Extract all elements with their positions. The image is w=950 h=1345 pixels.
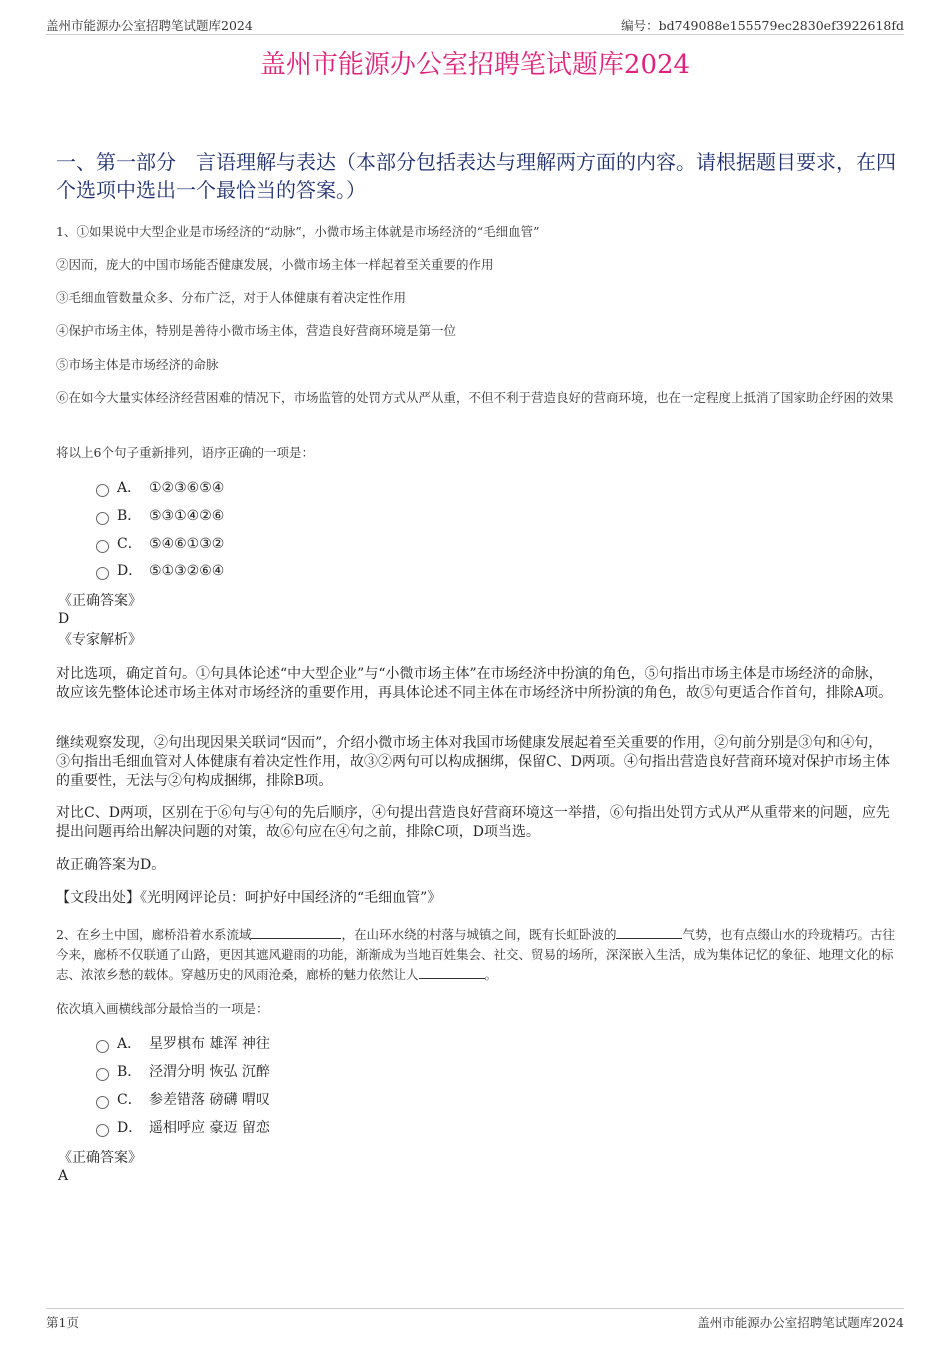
radio-icon[interactable] [96,1096,109,1109]
page-header [46,14,904,35]
q2-text: 2、在乡土中国，廊桥沿着水系流域 ，在山环水绕的村落与城镇之间，既有长虹卧波的 气势，也有点缀山水的玲珑精巧。古往今来，廊桥不仅联通了山路，更因其遮风避雨的功能，渐渐成为当地百姓集会、社交、贸易的场所，深深嵌入生活，成为集体记忆的象征、地理文化的标志、浓浓乡愁的载体。穿越历史的风雨沧桑，廊桥的魅力依然让人 。 [56,927,895,982]
section-heading: 一、第一部分 言语理解与表达（本部分包括表达与理解两方面的内容。请根据题目要求，在四个选项中选出一个最恰当的答案。） [56,150,896,202]
q2-answer-label: 《正确答案》 [58,1150,142,1166]
q1-source: 【文段出处】《光明网评论员：呵护好中国经济的“毛细血管”》 [56,890,442,906]
fill-blank-3[interactable] [419,965,485,979]
q1-answer: D [58,611,70,627]
q1-line-3: ③毛细血管数量众多、分布广泛，对于人体健康有着决定性作用 [56,290,407,305]
fill-blank-1[interactable] [251,925,341,939]
q1-analysis-p2: 继续观察发现，②句出现因果关联词“因而”，介绍小微市场主体对我国市场健康发展起着至关重要的作用，②句前分别是③句和④句，③句指出毛细血管对人体健康有着决定性作用，故③②两句可以构成捆绑，保留C、D两项。④句指出营造良好营商环境对保护市场主体的重要性，无法与②句构成捆绑，排除B项。 [56,735,890,789]
q1-analysis-label: 《专家解析》 [58,632,142,648]
q1-line-1: 1、①如果说中大型企业是市场经济的“动脉”，小微市场主体就是市场经济的“毛细血管” [56,224,540,239]
q1-analysis-p1: 对比选项，确定首句。①句具体论述“中大型企业”与“小微市场主体”在市场经济中扮演的角色，⑤句指出市场主体是市场经济的命脉，故应该先整体论述市场主体对市场经济的重要作用，再具体论述不同主体在市场经济中所扮演的角色，故⑤句更适合作首句，排除A项。 [56,666,893,701]
q2-prompt: 依次填入画横线部分最恰当的一项是： [56,1001,269,1016]
radio-icon[interactable] [96,484,109,497]
page-title: 盖州市能源办公室招聘笔试题库2024 [259,50,691,80]
header-title: 盖州市能源办公室招聘笔试题库2024 [46,18,253,33]
q2-option-d[interactable]: D． 遥相呼应 豪迈 留恋 [96,1118,270,1138]
page-footer [46,1308,904,1330]
q1-prompt: 将以上6个句子重新排列，语序正确的一项是： [56,445,314,460]
footer-title: 盖州市能源办公室招聘笔试题库2024 [697,1315,904,1330]
q2-answer: A [58,1168,69,1184]
radio-icon[interactable] [96,567,109,580]
radio-icon[interactable] [96,540,109,553]
q1-option-b[interactable]: B． ⑤③①④②⑥ [96,506,224,526]
q2-option-c[interactable]: C． 参差错落 磅礴 喟叹 [96,1090,270,1110]
fill-blank-2[interactable] [616,925,682,939]
q2-option-b[interactable]: B． 泾渭分明 恢弘 沉醉 [96,1062,270,1082]
q1-analysis-p3: 对比C、D两项，区别在于⑥句与④句的先后顺序，④句提出营造良好营商环境这一举措，⑥句指出处罚方式从严从重带来的问题，应先提出问题再给出解决问题的对策，故⑥句应在④句之前，排除C项，D项当选。 [56,805,890,840]
radio-icon[interactable] [96,1124,109,1137]
q1-analysis-p4: 故正确答案为D。 [56,857,166,873]
q1-option-a[interactable]: A． ①②③⑥⑤④ [96,478,224,498]
q1-line-4: ④保护市场主体，特别是善待小微市场主体，营造良好营商环境是第一位 [56,323,457,338]
header-doc-id: 编号：bd749088e155579ec2830ef3922618fd [621,18,904,33]
q1-line-6: ⑥在如今大量实体经济经营困难的情况下，市场监管的处罚方式从严从重，不但不利于营造良好的营商环境，也在一定程度上抵消了国家助企纾困的效果 [56,390,894,405]
q1-answer-label: 《正确答案》 [58,593,142,609]
q1-option-d[interactable]: D． ⑤①③②⑥④ [96,561,224,581]
q1-line-5: ⑤市场主体是市场经济的命脉 [56,357,219,372]
radio-icon[interactable] [96,512,109,525]
q1-option-c[interactable]: C． ⑤④⑥①③② [96,534,224,554]
page-number: 第1页 [46,1315,79,1330]
radio-icon[interactable] [96,1040,109,1053]
radio-icon[interactable] [96,1068,109,1081]
q2-option-a[interactable]: A． 星罗棋布 雄浑 神往 [96,1034,270,1054]
q1-line-2: ②因而，庞大的中国市场能否健康发展，小微市场主体一样起着至关重要的作用 [56,257,494,272]
